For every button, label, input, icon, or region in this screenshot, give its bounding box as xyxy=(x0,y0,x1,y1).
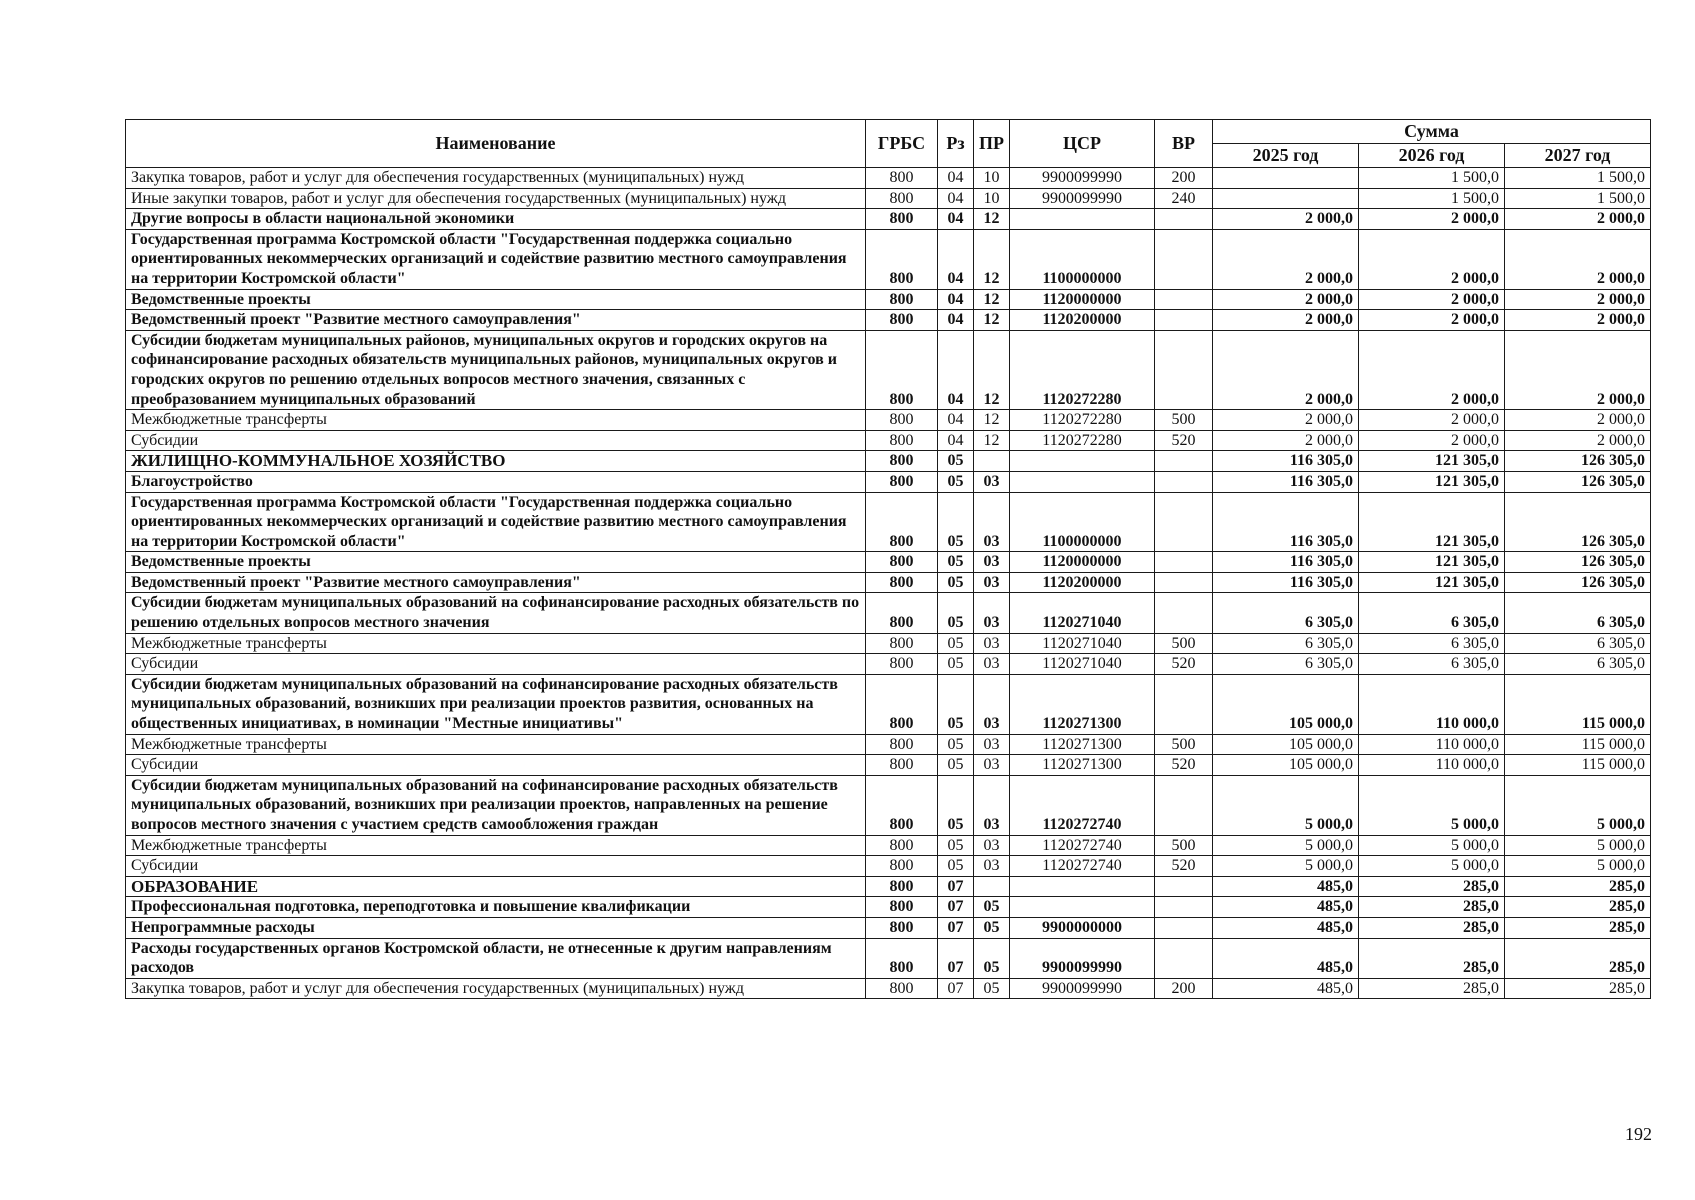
cell-rz: 04 xyxy=(938,330,974,409)
table-row xyxy=(126,552,1651,573)
header-rz: Рз xyxy=(938,120,974,168)
cell-sum-2027: 2 000,0 xyxy=(1505,330,1651,409)
table-row xyxy=(126,654,1651,675)
cell-vr xyxy=(1155,593,1213,633)
table-row xyxy=(126,755,1651,776)
cell-sum-2025: 2 000,0 xyxy=(1213,229,1359,289)
cell-csr: 1120271040 xyxy=(1010,593,1155,633)
table-row xyxy=(126,410,1651,431)
cell-sum-2026: 5 000,0 xyxy=(1359,856,1505,877)
cell-name: Субсидии бюджетам муниципальных образований на софинансирование расходных обязательств муниципальных образований, возникших при реализации проектов развития, основанных на общественных инициативах, в номинации "Местные инициативы" xyxy=(126,674,866,734)
cell-pr xyxy=(974,451,1010,472)
cell-csr: 9900099990 xyxy=(1010,168,1155,189)
cell-pr xyxy=(974,876,1010,897)
cell-sum-2026: 5 000,0 xyxy=(1359,835,1505,856)
cell-sum-2027: 285,0 xyxy=(1505,897,1651,918)
cell-grbs: 800 xyxy=(866,492,938,552)
cell-rz: 07 xyxy=(938,938,974,978)
cell-rz: 04 xyxy=(938,188,974,209)
table-row xyxy=(126,188,1651,209)
cell-sum-2025: 6 305,0 xyxy=(1213,633,1359,654)
header-pr: ПР xyxy=(974,120,1010,168)
table-row xyxy=(126,856,1651,877)
cell-sum-2027: 5 000,0 xyxy=(1505,835,1651,856)
cell-sum-2026: 2 000,0 xyxy=(1359,430,1505,451)
cell-pr: 05 xyxy=(974,978,1010,999)
cell-rz: 05 xyxy=(938,492,974,552)
cell-name: Другие вопросы в области национальной экономики xyxy=(126,209,866,230)
cell-pr: 03 xyxy=(974,593,1010,633)
cell-sum-2026: 110 000,0 xyxy=(1359,674,1505,734)
cell-name: Иные закупки товаров, работ и услуг для обеспечения государственных (муниципальных) нужд xyxy=(126,188,866,209)
table-row xyxy=(126,633,1651,654)
cell-grbs: 800 xyxy=(866,654,938,675)
header-year-2025: 2025 год xyxy=(1213,144,1359,168)
cell-grbs: 800 xyxy=(866,876,938,897)
cell-csr: 1120272740 xyxy=(1010,835,1155,856)
cell-sum-2027: 5 000,0 xyxy=(1505,775,1651,835)
cell-sum-2026: 285,0 xyxy=(1359,876,1505,897)
cell-grbs: 800 xyxy=(866,835,938,856)
cell-grbs: 800 xyxy=(866,897,938,918)
cell-sum-2027: 2 000,0 xyxy=(1505,310,1651,331)
cell-name: Ведомственный проект "Развитие местного самоуправления" xyxy=(126,572,866,593)
cell-sum-2026: 121 305,0 xyxy=(1359,471,1505,492)
cell-vr xyxy=(1155,552,1213,573)
cell-pr: 03 xyxy=(974,734,1010,755)
cell-vr: 520 xyxy=(1155,654,1213,675)
cell-vr: 500 xyxy=(1155,410,1213,431)
cell-sum-2025: 485,0 xyxy=(1213,876,1359,897)
cell-sum-2027: 126 305,0 xyxy=(1505,492,1651,552)
cell-name: Субсидии xyxy=(126,856,866,877)
cell-sum-2027: 115 000,0 xyxy=(1505,755,1651,776)
cell-csr: 1120271300 xyxy=(1010,674,1155,734)
cell-rz: 07 xyxy=(938,917,974,938)
cell-sum-2027: 115 000,0 xyxy=(1505,674,1651,734)
cell-pr: 12 xyxy=(974,310,1010,331)
cell-name: Субсидии xyxy=(126,430,866,451)
cell-vr xyxy=(1155,917,1213,938)
cell-vr: 520 xyxy=(1155,430,1213,451)
cell-grbs: 800 xyxy=(866,410,938,431)
cell-vr xyxy=(1155,938,1213,978)
cell-grbs: 800 xyxy=(866,168,938,189)
cell-sum-2027: 2 000,0 xyxy=(1505,430,1651,451)
cell-vr xyxy=(1155,876,1213,897)
cell-sum-2026: 2 000,0 xyxy=(1359,310,1505,331)
cell-name: Благоустройство xyxy=(126,471,866,492)
cell-pr: 10 xyxy=(974,188,1010,209)
cell-csr: 1120272280 xyxy=(1010,430,1155,451)
header-year-2027: 2027 год xyxy=(1505,144,1651,168)
cell-vr: 240 xyxy=(1155,188,1213,209)
cell-vr xyxy=(1155,471,1213,492)
cell-rz: 04 xyxy=(938,229,974,289)
table-row xyxy=(126,430,1651,451)
cell-sum-2027: 126 305,0 xyxy=(1505,451,1651,472)
cell-name: Субсидии бюджетам муниципальных районов, муниципальных округов и городских округов на софинансирование расходных обязательств муниципальных районов, муниципальных округов и городских округов по решению отдельных вопросов местного значения, связанных с преобразованием муниципальных образований xyxy=(126,330,866,409)
header-year-2026: 2026 год xyxy=(1359,144,1505,168)
cell-grbs: 800 xyxy=(866,734,938,755)
cell-vr xyxy=(1155,775,1213,835)
cell-name: Субсидии бюджетам муниципальных образований на софинансирование расходных обязательств по решению отдельных вопросов местного значения xyxy=(126,593,866,633)
cell-grbs: 800 xyxy=(866,775,938,835)
cell-pr: 03 xyxy=(974,654,1010,675)
cell-sum-2027: 6 305,0 xyxy=(1505,633,1651,654)
cell-sum-2027: 2 000,0 xyxy=(1505,229,1651,289)
cell-sum-2027: 115 000,0 xyxy=(1505,734,1651,755)
cell-vr: 520 xyxy=(1155,856,1213,877)
cell-sum-2025: 6 305,0 xyxy=(1213,593,1359,633)
cell-vr: 500 xyxy=(1155,734,1213,755)
cell-sum-2025: 116 305,0 xyxy=(1213,552,1359,573)
cell-sum-2027: 285,0 xyxy=(1505,876,1651,897)
cell-grbs: 800 xyxy=(866,593,938,633)
cell-csr: 9900099990 xyxy=(1010,188,1155,209)
cell-vr: 200 xyxy=(1155,168,1213,189)
table-row xyxy=(126,492,1651,552)
cell-vr xyxy=(1155,289,1213,310)
table-row xyxy=(126,310,1651,331)
cell-csr: 1120271300 xyxy=(1010,734,1155,755)
cell-pr: 10 xyxy=(974,168,1010,189)
cell-vr xyxy=(1155,209,1213,230)
cell-pr: 03 xyxy=(974,492,1010,552)
cell-rz: 07 xyxy=(938,978,974,999)
cell-grbs: 800 xyxy=(866,330,938,409)
cell-sum-2027: 5 000,0 xyxy=(1505,856,1651,877)
cell-name: Закупка товаров, работ и услуг для обеспечения государственных (муниципальных) нужд xyxy=(126,978,866,999)
table-row xyxy=(126,168,1651,189)
cell-sum-2026: 6 305,0 xyxy=(1359,633,1505,654)
cell-csr: 1120271040 xyxy=(1010,633,1155,654)
cell-sum-2027: 2 000,0 xyxy=(1505,410,1651,431)
cell-sum-2025: 6 305,0 xyxy=(1213,654,1359,675)
cell-pr: 03 xyxy=(974,775,1010,835)
cell-sum-2026: 2 000,0 xyxy=(1359,229,1505,289)
table-row xyxy=(126,876,1651,897)
cell-grbs: 800 xyxy=(866,451,938,472)
cell-sum-2025: 116 305,0 xyxy=(1213,572,1359,593)
header-csr: ЦСР xyxy=(1010,120,1155,168)
cell-rz: 05 xyxy=(938,674,974,734)
cell-sum-2027: 1 500,0 xyxy=(1505,168,1651,189)
cell-sum-2025: 105 000,0 xyxy=(1213,674,1359,734)
cell-csr: 1120272280 xyxy=(1010,330,1155,409)
cell-csr: 1100000000 xyxy=(1010,229,1155,289)
cell-grbs: 800 xyxy=(866,471,938,492)
cell-rz: 05 xyxy=(938,552,974,573)
cell-sum-2026: 2 000,0 xyxy=(1359,289,1505,310)
cell-name: Субсидии xyxy=(126,755,866,776)
cell-name: Межбюджетные трансферты xyxy=(126,410,866,431)
cell-pr: 05 xyxy=(974,938,1010,978)
cell-sum-2026: 2 000,0 xyxy=(1359,330,1505,409)
cell-pr: 03 xyxy=(974,471,1010,492)
cell-sum-2026: 2 000,0 xyxy=(1359,209,1505,230)
cell-rz: 05 xyxy=(938,856,974,877)
cell-csr xyxy=(1010,209,1155,230)
cell-vr xyxy=(1155,492,1213,552)
cell-sum-2025: 116 305,0 xyxy=(1213,492,1359,552)
table-row xyxy=(126,835,1651,856)
cell-sum-2027: 1 500,0 xyxy=(1505,188,1651,209)
cell-sum-2026: 285,0 xyxy=(1359,897,1505,918)
table-body xyxy=(126,168,1651,999)
cell-sum-2026: 121 305,0 xyxy=(1359,572,1505,593)
cell-vr xyxy=(1155,229,1213,289)
cell-rz: 04 xyxy=(938,209,974,230)
cell-sum-2026: 6 305,0 xyxy=(1359,593,1505,633)
cell-pr: 03 xyxy=(974,674,1010,734)
cell-vr xyxy=(1155,451,1213,472)
cell-csr: 1120271040 xyxy=(1010,654,1155,675)
cell-pr: 03 xyxy=(974,552,1010,573)
table-row xyxy=(126,451,1651,472)
cell-sum-2027: 2 000,0 xyxy=(1505,289,1651,310)
cell-csr: 1120272280 xyxy=(1010,410,1155,431)
cell-rz: 05 xyxy=(938,451,974,472)
cell-sum-2026: 121 305,0 xyxy=(1359,492,1505,552)
cell-rz: 05 xyxy=(938,755,974,776)
cell-sum-2025: 5 000,0 xyxy=(1213,856,1359,877)
cell-name: Непрограммные расходы xyxy=(126,917,866,938)
cell-sum-2026: 1 500,0 xyxy=(1359,168,1505,189)
cell-csr: 1120000000 xyxy=(1010,552,1155,573)
cell-sum-2027: 285,0 xyxy=(1505,917,1651,938)
cell-csr xyxy=(1010,451,1155,472)
header-grbs: ГРБС xyxy=(866,120,938,168)
cell-vr xyxy=(1155,310,1213,331)
cell-csr xyxy=(1010,876,1155,897)
cell-sum-2025 xyxy=(1213,168,1359,189)
cell-sum-2026: 121 305,0 xyxy=(1359,552,1505,573)
cell-name: ОБРАЗОВАНИЕ xyxy=(126,876,866,897)
cell-name: Расходы государственных органов Костромской области, не отнесенные к другим направлениям расходов xyxy=(126,938,866,978)
cell-grbs: 800 xyxy=(866,572,938,593)
table-row xyxy=(126,209,1651,230)
cell-grbs: 800 xyxy=(866,209,938,230)
header-name: Наименование xyxy=(126,120,866,168)
cell-name: Ведомственный проект "Развитие местного самоуправления" xyxy=(126,310,866,331)
cell-name: Государственная программа Костромской области "Государственная поддержка социально ориентированных некоммерческих организаций и содействие развитию местного самоуправления на территории Костромской области" xyxy=(126,229,866,289)
cell-rz: 04 xyxy=(938,168,974,189)
cell-pr: 12 xyxy=(974,410,1010,431)
cell-rz: 04 xyxy=(938,410,974,431)
cell-sum-2025: 105 000,0 xyxy=(1213,755,1359,776)
cell-pr: 05 xyxy=(974,917,1010,938)
cell-rz: 05 xyxy=(938,775,974,835)
cell-sum-2025: 2 000,0 xyxy=(1213,330,1359,409)
cell-pr: 12 xyxy=(974,209,1010,230)
table-row xyxy=(126,229,1651,289)
cell-rz: 05 xyxy=(938,835,974,856)
cell-name: Субсидии xyxy=(126,654,866,675)
cell-vr xyxy=(1155,897,1213,918)
cell-name: Межбюджетные трансферты xyxy=(126,835,866,856)
cell-sum-2025: 116 305,0 xyxy=(1213,471,1359,492)
cell-rz: 07 xyxy=(938,897,974,918)
cell-sum-2025 xyxy=(1213,188,1359,209)
cell-grbs: 800 xyxy=(866,938,938,978)
table-row xyxy=(126,330,1651,409)
cell-rz: 05 xyxy=(938,593,974,633)
cell-name: Ведомственные проекты xyxy=(126,552,866,573)
cell-grbs: 800 xyxy=(866,755,938,776)
header-vr: ВР xyxy=(1155,120,1213,168)
cell-vr: 200 xyxy=(1155,978,1213,999)
cell-csr xyxy=(1010,471,1155,492)
cell-pr: 03 xyxy=(974,572,1010,593)
cell-pr: 05 xyxy=(974,897,1010,918)
cell-grbs: 800 xyxy=(866,310,938,331)
cell-name: Государственная программа Костромской области "Государственная поддержка социально ориентированных некоммерческих организаций и содействие развитию местного самоуправления на территории Костромской области" xyxy=(126,492,866,552)
cell-csr: 1120272740 xyxy=(1010,856,1155,877)
cell-rz: 05 xyxy=(938,654,974,675)
cell-grbs: 800 xyxy=(866,430,938,451)
cell-rz: 05 xyxy=(938,633,974,654)
cell-sum-2026: 110 000,0 xyxy=(1359,734,1505,755)
cell-csr: 1120200000 xyxy=(1010,572,1155,593)
cell-rz: 04 xyxy=(938,430,974,451)
table-row xyxy=(126,289,1651,310)
cell-sum-2027: 126 305,0 xyxy=(1505,552,1651,573)
cell-csr: 1120272740 xyxy=(1010,775,1155,835)
cell-sum-2025: 485,0 xyxy=(1213,917,1359,938)
cell-rz: 05 xyxy=(938,572,974,593)
cell-csr: 9900099990 xyxy=(1010,938,1155,978)
cell-sum-2025: 2 000,0 xyxy=(1213,430,1359,451)
table-row xyxy=(126,938,1651,978)
cell-grbs: 800 xyxy=(866,289,938,310)
cell-sum-2027: 6 305,0 xyxy=(1505,654,1651,675)
cell-csr: 9900000000 xyxy=(1010,917,1155,938)
cell-vr xyxy=(1155,330,1213,409)
cell-grbs: 800 xyxy=(866,188,938,209)
cell-sum-2026: 6 305,0 xyxy=(1359,654,1505,675)
cell-sum-2025: 485,0 xyxy=(1213,978,1359,999)
cell-sum-2025: 2 000,0 xyxy=(1213,209,1359,230)
cell-sum-2027: 285,0 xyxy=(1505,978,1651,999)
cell-sum-2027: 126 305,0 xyxy=(1505,471,1651,492)
cell-grbs: 800 xyxy=(866,633,938,654)
cell-rz: 05 xyxy=(938,734,974,755)
cell-name: Профессиональная подготовка, переподготовка и повышение квалификации xyxy=(126,897,866,918)
cell-sum-2027: 126 305,0 xyxy=(1505,572,1651,593)
cell-sum-2027: 6 305,0 xyxy=(1505,593,1651,633)
cell-name: Субсидии бюджетам муниципальных образований на софинансирование расходных обязательств муниципальных образований, возникших при реализации проектов, направленных на решение вопросов местного значения с участием средств самообложения граждан xyxy=(126,775,866,835)
cell-rz: 05 xyxy=(938,471,974,492)
cell-sum-2027: 285,0 xyxy=(1505,938,1651,978)
table-row xyxy=(126,593,1651,633)
table-row xyxy=(126,734,1651,755)
cell-pr: 12 xyxy=(974,430,1010,451)
cell-csr: 9900099990 xyxy=(1010,978,1155,999)
cell-vr: 520 xyxy=(1155,755,1213,776)
cell-sum-2026: 5 000,0 xyxy=(1359,775,1505,835)
cell-sum-2025: 2 000,0 xyxy=(1213,289,1359,310)
cell-sum-2025: 105 000,0 xyxy=(1213,734,1359,755)
cell-pr: 03 xyxy=(974,856,1010,877)
cell-rz: 04 xyxy=(938,289,974,310)
cell-vr: 500 xyxy=(1155,633,1213,654)
cell-sum-2026: 1 500,0 xyxy=(1359,188,1505,209)
cell-sum-2025: 116 305,0 xyxy=(1213,451,1359,472)
table-row xyxy=(126,978,1651,999)
cell-grbs: 800 xyxy=(866,229,938,289)
cell-pr: 03 xyxy=(974,633,1010,654)
cell-name: ЖИЛИЩНО-КОММУНАЛЬНОЕ ХОЗЯЙСТВО xyxy=(126,451,866,472)
cell-sum-2025: 2 000,0 xyxy=(1213,310,1359,331)
table-row xyxy=(126,674,1651,734)
cell-csr: 1120200000 xyxy=(1010,310,1155,331)
cell-sum-2025: 5 000,0 xyxy=(1213,835,1359,856)
table-row xyxy=(126,897,1651,918)
cell-name: Межбюджетные трансферты xyxy=(126,633,866,654)
cell-vr: 500 xyxy=(1155,835,1213,856)
cell-csr: 1120000000 xyxy=(1010,289,1155,310)
cell-grbs: 800 xyxy=(866,552,938,573)
cell-sum-2027: 2 000,0 xyxy=(1505,209,1651,230)
cell-sum-2026: 285,0 xyxy=(1359,917,1505,938)
page-number: 192 xyxy=(1625,1124,1652,1144)
cell-sum-2025: 485,0 xyxy=(1213,897,1359,918)
cell-sum-2025: 485,0 xyxy=(1213,938,1359,978)
cell-grbs: 800 xyxy=(866,674,938,734)
cell-pr: 12 xyxy=(974,330,1010,409)
cell-sum-2025: 2 000,0 xyxy=(1213,410,1359,431)
cell-name: Закупка товаров, работ и услуг для обеспечения государственных (муниципальных) нужд xyxy=(126,168,866,189)
cell-sum-2026: 285,0 xyxy=(1359,938,1505,978)
cell-name: Межбюджетные трансферты xyxy=(126,734,866,755)
cell-csr: 1100000000 xyxy=(1010,492,1155,552)
cell-sum-2026: 121 305,0 xyxy=(1359,451,1505,472)
cell-vr xyxy=(1155,674,1213,734)
cell-name: Ведомственные проекты xyxy=(126,289,866,310)
table-row xyxy=(126,775,1651,835)
header-sum: Сумма xyxy=(1213,120,1651,144)
cell-sum-2025: 5 000,0 xyxy=(1213,775,1359,835)
cell-csr xyxy=(1010,897,1155,918)
budget-table xyxy=(125,119,1651,999)
cell-sum-2026: 2 000,0 xyxy=(1359,410,1505,431)
cell-grbs: 800 xyxy=(866,917,938,938)
cell-sum-2026: 285,0 xyxy=(1359,978,1505,999)
cell-sum-2026: 110 000,0 xyxy=(1359,755,1505,776)
table-row xyxy=(126,471,1651,492)
cell-csr: 1120271300 xyxy=(1010,755,1155,776)
cell-grbs: 800 xyxy=(866,978,938,999)
table-row xyxy=(126,572,1651,593)
cell-pr: 12 xyxy=(974,289,1010,310)
cell-rz: 07 xyxy=(938,876,974,897)
cell-rz: 04 xyxy=(938,310,974,331)
cell-pr: 12 xyxy=(974,229,1010,289)
cell-grbs: 800 xyxy=(866,856,938,877)
cell-vr xyxy=(1155,572,1213,593)
table-row xyxy=(126,917,1651,938)
cell-pr: 03 xyxy=(974,755,1010,776)
header-row xyxy=(126,120,1651,144)
cell-pr: 03 xyxy=(974,835,1010,856)
